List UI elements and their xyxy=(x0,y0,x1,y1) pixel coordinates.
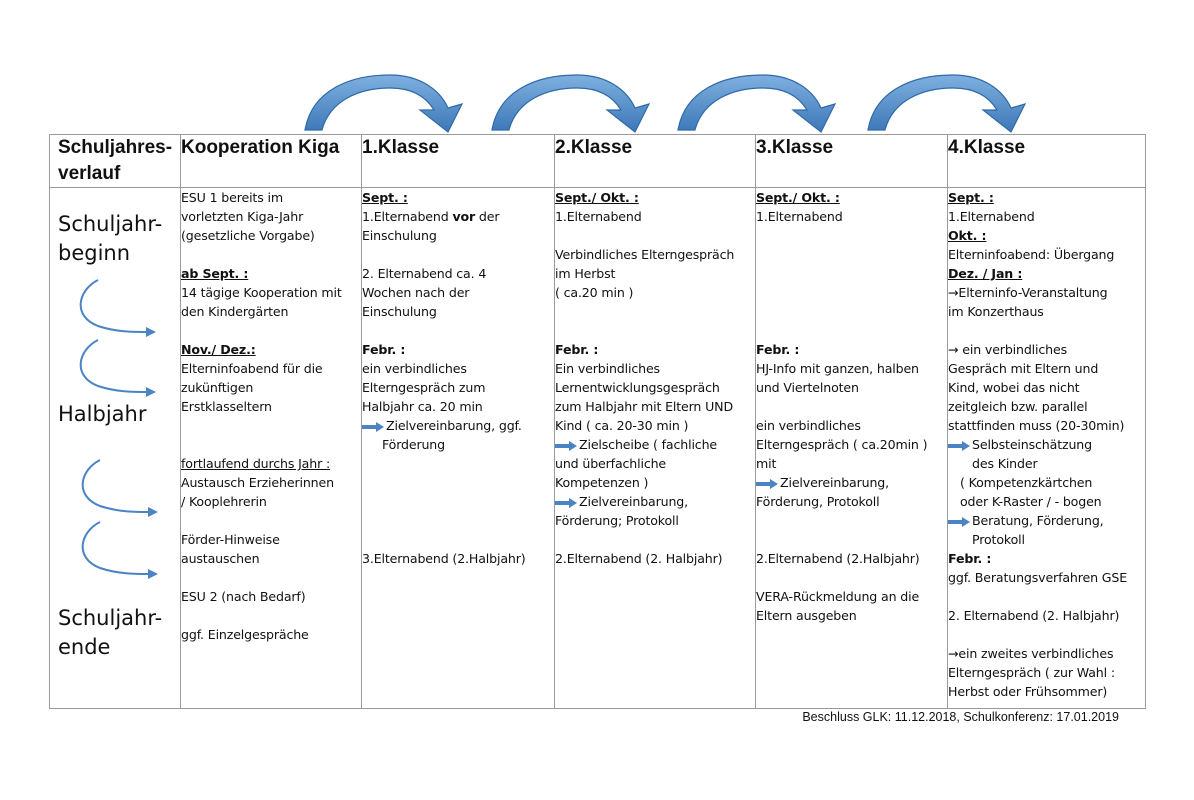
cell-line: VERA-Rückmeldung an die xyxy=(756,589,920,604)
right-arrow-icon xyxy=(756,479,778,489)
cell-line: Gespräch mit Eltern und xyxy=(948,361,1099,376)
cell-line: Herbst oder Frühsommer) xyxy=(948,684,1108,699)
flow-start-line1: Schuljahr- xyxy=(58,212,163,236)
cell-line: Zielvereinbarung, ggf. xyxy=(362,416,554,435)
cell-line xyxy=(756,245,947,264)
cell-line: ab Sept. : xyxy=(181,266,249,281)
cell-line: Okt. : xyxy=(948,228,987,243)
cell-line xyxy=(555,530,755,549)
cell-line: Förder-Hinweise xyxy=(181,532,280,547)
cell-line: Halbjahr ca. 20 min xyxy=(362,399,483,414)
flow-end-label xyxy=(58,604,162,662)
curved-arrow-icon xyxy=(68,336,158,398)
cell-line: 1.Elternabend xyxy=(756,209,843,224)
cell-line: Kind ( ca. 20-30 min ) xyxy=(555,418,689,433)
cell-line: 1.Elternabend vor der xyxy=(362,209,500,224)
arrow-2-to-3 xyxy=(678,75,835,132)
cell-line xyxy=(555,321,755,340)
cell-line: 1.Elternabend xyxy=(948,209,1035,224)
cell-line xyxy=(181,511,361,530)
cell-line xyxy=(555,226,755,245)
cell-line: Elterngespräch zum xyxy=(362,380,486,395)
header-row xyxy=(50,135,1146,188)
cell-line: 1.Elternabend xyxy=(555,209,642,224)
right-arrow-icon xyxy=(555,441,577,451)
content-row xyxy=(50,188,1146,709)
flow-start-line2: beginn xyxy=(58,241,131,265)
curved-arrow-icon xyxy=(70,518,160,580)
cell-line: Förderung; Protokoll xyxy=(555,513,679,528)
cell-line: Zielvereinbarung, xyxy=(756,473,947,492)
cell-line: Einschulung xyxy=(362,304,437,319)
cell-line: Elterninfoabend: Übergang xyxy=(948,247,1115,262)
cell-line xyxy=(181,435,361,454)
arrow-1-to-2 xyxy=(492,75,649,132)
cell-line: HJ-Info mit ganzen, halben xyxy=(756,361,919,376)
cell-line: (gesetzliche Vorgabe) xyxy=(181,228,315,243)
cell-line: ein verbindliches xyxy=(362,361,467,376)
cell-line: Febr. : xyxy=(756,342,800,357)
cell-line xyxy=(756,397,947,416)
flow-start-label xyxy=(58,210,162,268)
cell-line: Zielscheibe ( fachliche xyxy=(555,435,755,454)
cell-line xyxy=(181,416,361,435)
school-year-flow xyxy=(50,188,181,709)
cell-line xyxy=(948,587,1145,606)
cell-line: Lernentwicklungsgespräch xyxy=(555,380,720,395)
cell-line: 2. Elternabend (2. Halbjahr) xyxy=(948,608,1120,623)
cell-line xyxy=(948,321,1145,340)
cell-klasse-1 xyxy=(362,188,555,709)
cell-line: ein verbindliches xyxy=(756,418,861,433)
header-col0-line2: verlauf xyxy=(58,163,121,184)
cell-line: Elterngespräch ( ca.20min ) xyxy=(756,437,928,452)
cell-line: Dez. / Jan : xyxy=(948,266,1023,281)
cell-line: Erstklasseltern xyxy=(181,399,272,414)
cell-line: ggf. Einzelgespräche xyxy=(181,627,309,642)
cell-line xyxy=(181,321,361,340)
cell-line: zum Halbjahr mit Eltern UND xyxy=(555,399,733,414)
header-schuljahresverlauf xyxy=(50,135,181,188)
cell-line: Sept./ Okt. : xyxy=(756,190,840,205)
cell-line xyxy=(181,606,361,625)
cell-line: Eltern ausgeben xyxy=(756,608,857,623)
cell-line: den Kindergärten xyxy=(181,304,289,319)
header-klasse-1: 1.Klasse xyxy=(362,135,555,188)
cell-line: Sept./ Okt. : xyxy=(555,190,639,205)
cell-line xyxy=(756,568,947,587)
cell-line: zeitgleich bzw. parallel xyxy=(948,399,1088,414)
cell-line: Elterngespräch ( zur Wahl : xyxy=(948,665,1115,680)
cell-line: 2.Elternabend (2.Halbjahr) xyxy=(756,551,920,566)
cell-line: Sept. : xyxy=(362,190,408,205)
cell-line: vorletzten Kiga-Jahr xyxy=(181,209,304,224)
header-kooperation-kiga: Kooperation Kiga xyxy=(181,135,362,188)
cell-line: stattfinden muss (20-30min) xyxy=(948,418,1125,433)
cell-line: ESU 2 (nach Bedarf) xyxy=(181,589,306,604)
cell-line: ggf. Beratungsverfahren GSE xyxy=(948,570,1128,585)
cell-line: Kind, wobei das nicht xyxy=(948,380,1080,395)
cell-line: Sept. : xyxy=(948,190,994,205)
cell-line xyxy=(756,264,947,283)
cell-line: 2. Elternabend ca. 4 xyxy=(362,266,487,281)
grade-transition-arrows xyxy=(0,0,1194,140)
cell-line: Nov./ Dez.: xyxy=(181,342,256,357)
cell-line: 3.Elternabend (2.Halbjahr) xyxy=(362,551,526,566)
cell-line: →ein zweites verbindliches xyxy=(948,646,1114,661)
cell-line: ESU 1 bereits im xyxy=(181,190,283,205)
cell-line xyxy=(362,473,554,492)
cell-line: Kompetenzen ) xyxy=(555,475,649,490)
cell-line: Selbsteinschätzung xyxy=(948,435,1145,454)
header-klasse-4: 4.Klasse xyxy=(948,135,1146,188)
right-arrow-icon xyxy=(948,441,970,451)
right-arrow-icon xyxy=(948,517,970,527)
cell-line xyxy=(948,625,1145,644)
cell-line: ( ca.20 min ) xyxy=(555,285,634,300)
cell-line: →Elterninfo-Veranstaltung xyxy=(948,285,1108,300)
cell-line xyxy=(362,245,554,264)
cell-line: / Kooplehrerin xyxy=(181,494,267,509)
cell-line: im Konzerthaus xyxy=(948,304,1044,319)
cell-klasse-3 xyxy=(756,188,948,709)
cell-line: Verbindliches Elterngespräch xyxy=(555,247,735,262)
cell-line: zukünftigen xyxy=(181,380,254,395)
cell-line xyxy=(362,530,554,549)
flow-middle-label: Halbjahr xyxy=(58,402,147,426)
cell-line: → ein verbindliches xyxy=(948,342,1067,357)
cell-line xyxy=(362,492,554,511)
header-klasse-2: 2.Klasse xyxy=(555,135,756,188)
curved-arrow-icon xyxy=(70,456,160,518)
curved-arrow-icon xyxy=(68,276,158,338)
cell-line: Febr. : xyxy=(555,342,599,357)
cell-line: oder K-Raster / - bogen xyxy=(960,494,1102,509)
cell-line: austauschen xyxy=(181,551,260,566)
right-arrow-icon xyxy=(555,498,577,508)
cell-line xyxy=(756,283,947,302)
cell-line: Febr. : xyxy=(948,551,992,566)
cell-kooperation-kiga xyxy=(181,188,362,709)
cell-line: fortlaufend durchs Jahr : xyxy=(181,456,331,471)
right-arrow-icon xyxy=(362,422,384,432)
cell-line xyxy=(181,568,361,587)
cell-line: ( Kompetenzkärtchen xyxy=(960,475,1093,490)
cell-line: mit xyxy=(756,456,777,471)
cell-line: im Herbst xyxy=(555,266,616,281)
cell-line: und Viertelnoten xyxy=(756,380,859,395)
header-klasse-3: 3.Klasse xyxy=(756,135,948,188)
cell-line: und überfachliche xyxy=(555,456,667,471)
cell-line xyxy=(756,530,947,549)
cell-line: Förderung xyxy=(382,437,445,452)
school-year-plan-table xyxy=(49,134,1146,709)
cell-line: des Kinder xyxy=(972,456,1038,471)
cell-line xyxy=(555,302,755,321)
cell-line: Protokoll xyxy=(972,532,1025,547)
cell-line xyxy=(756,226,947,245)
cell-klasse-4 xyxy=(948,188,1146,709)
header-col0-line1: Schuljahres- xyxy=(58,137,173,158)
cell-line: Febr. : xyxy=(362,342,406,357)
cell-line: 2.Elternabend (2. Halbjahr) xyxy=(555,551,723,566)
cell-line: Einschulung xyxy=(362,228,437,243)
cell-line xyxy=(756,321,947,340)
flow-end-line1: Schuljahr- xyxy=(58,606,163,630)
cell-line xyxy=(756,302,947,321)
cell-line xyxy=(756,511,947,530)
cell-line xyxy=(362,321,554,340)
cell-line: Zielvereinbarung, xyxy=(555,492,755,511)
cell-line xyxy=(362,511,554,530)
resolution-footer: Beschluss GLK: 11.12.2018, Schulkonferenz: 17.01.2019 xyxy=(802,710,1119,724)
cell-line: 14 tägige Kooperation mit xyxy=(181,285,342,300)
arrow-kiga-to-1 xyxy=(305,75,462,132)
flow-end-line2: ende xyxy=(58,635,111,659)
cell-line: Beratung, Förderung, xyxy=(948,511,1145,530)
cell-line: Ein verbindliches xyxy=(555,361,660,376)
cell-klasse-2 xyxy=(555,188,756,709)
cell-line: Austausch Erzieherinnen xyxy=(181,475,334,490)
cell-line: Wochen nach der xyxy=(362,285,470,300)
cell-line: Förderung, Protokoll xyxy=(756,494,880,509)
cell-line xyxy=(362,454,554,473)
arrow-3-to-4 xyxy=(868,75,1025,132)
cell-line xyxy=(181,245,361,264)
cell-line: Elterninfoabend für die xyxy=(181,361,323,376)
